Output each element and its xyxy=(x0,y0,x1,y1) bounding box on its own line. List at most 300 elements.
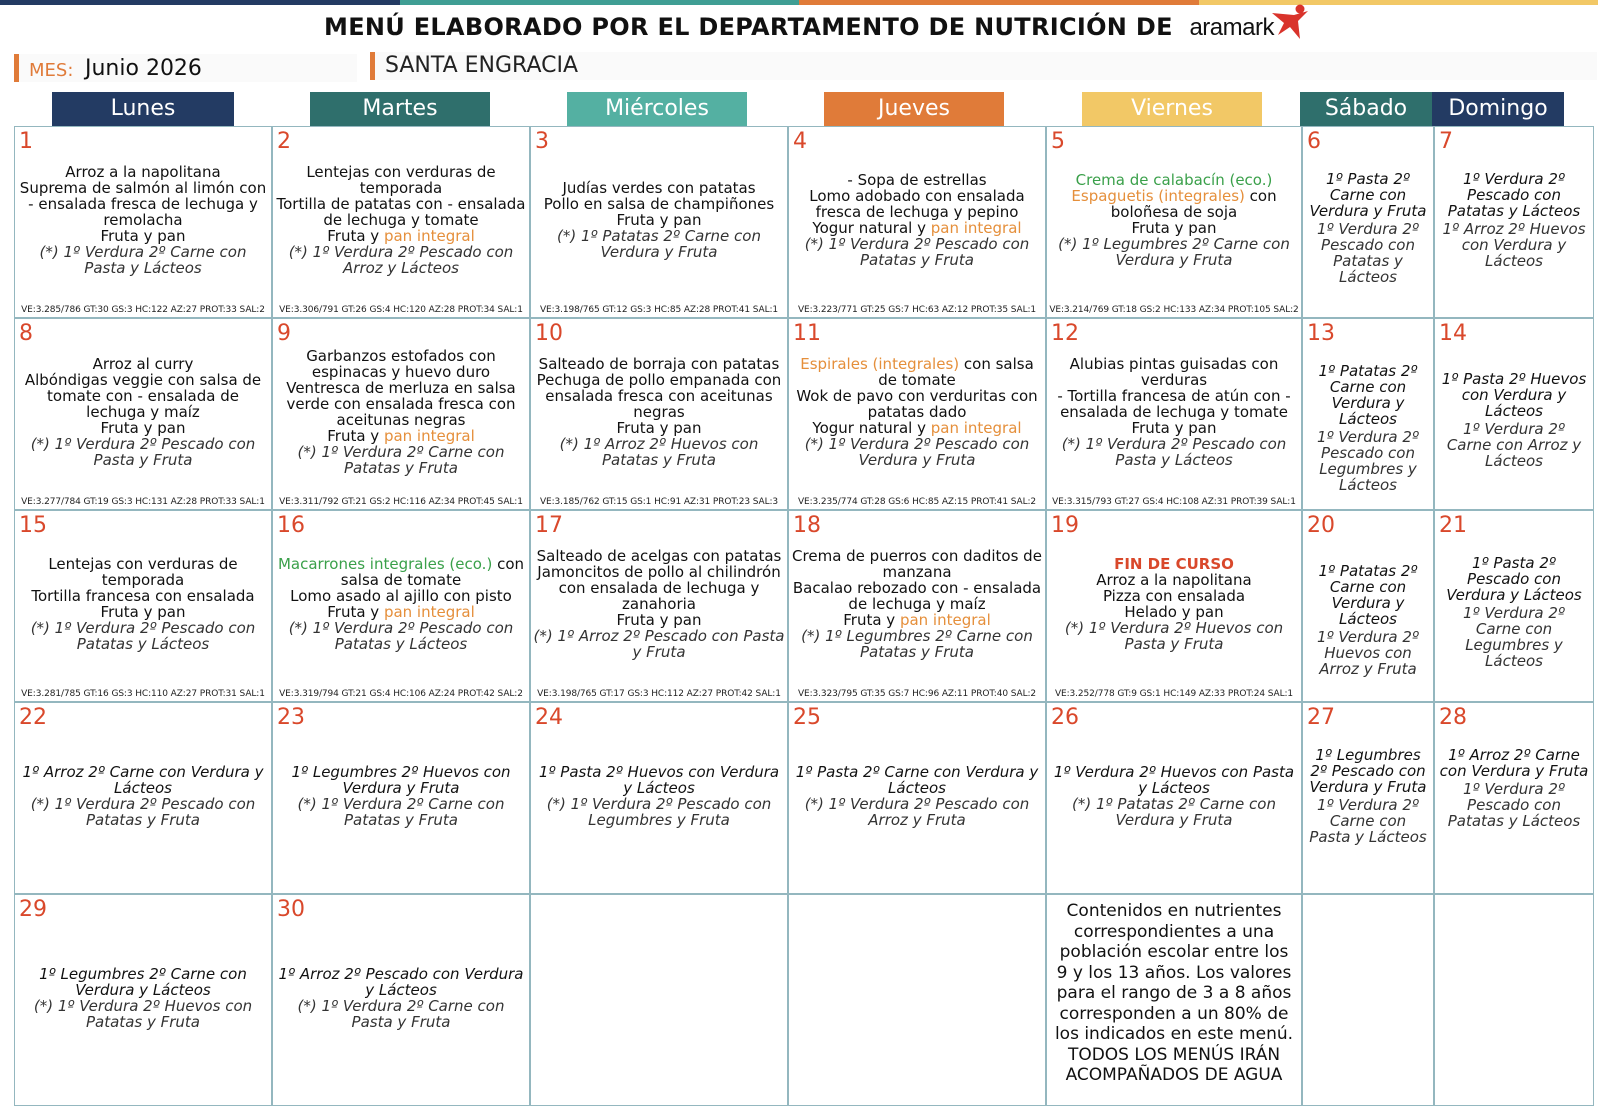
dish-text: Fruta y xyxy=(327,427,384,445)
weekend-menu-alt: 1º Verdura 2º Pescado con Legumbres y Lácteos xyxy=(1317,428,1419,494)
menu-line xyxy=(1049,556,1299,572)
weekend-menu-main: 1º Patatas 2º Carne con Verdura y Lácteos xyxy=(1318,562,1418,628)
alternative-menu xyxy=(1049,236,1299,268)
dish-text: Fruta y pan xyxy=(100,603,186,621)
day-number: 4 xyxy=(793,129,807,154)
menu-line xyxy=(275,604,527,620)
dish-text: 1º Legumbres 2º Huevos con Verdura y Fruta xyxy=(291,763,511,797)
menu-content xyxy=(1049,556,1299,652)
menu-line xyxy=(275,428,527,444)
alternative-menu xyxy=(275,444,527,476)
day-cell-28 xyxy=(1434,702,1594,894)
menu-line xyxy=(791,612,1043,628)
menu-line xyxy=(17,764,269,796)
integral-bread: pan integral xyxy=(930,419,1022,437)
weekday-header-viernes: Viernes xyxy=(1082,92,1262,126)
weekday-header-martes: Martes xyxy=(310,92,490,126)
month-field xyxy=(14,54,357,82)
calendar-grid xyxy=(14,126,1594,1106)
dish-text: (*) 1º Verdura 2º Pescado con Arroz y Fruta xyxy=(804,795,1030,829)
menu-content xyxy=(1049,764,1299,828)
alternative-menu xyxy=(791,796,1043,828)
dish-text: (*) 1º Legumbres 2º Carne con Patatas y Fruta xyxy=(801,627,1033,661)
integral-bread: pan integral xyxy=(930,219,1022,237)
day-cell-9 xyxy=(272,318,530,510)
menu-line xyxy=(1049,172,1299,188)
nutrition-values: VE:3.285/786 GT:30 GS:3 HC:122 AZ:27 PROT:33 SAL:2 xyxy=(21,305,265,315)
alternative-menu xyxy=(17,244,269,276)
dish-text: Fruta y pan xyxy=(616,419,702,437)
day-number: 5 xyxy=(1051,129,1065,154)
day-number: 30 xyxy=(277,897,305,922)
day-number: 28 xyxy=(1439,705,1467,730)
menu-line xyxy=(275,196,527,228)
dish-text: Yogur natural y xyxy=(812,419,931,437)
page-title xyxy=(0,12,1598,42)
menu-content xyxy=(17,966,269,1030)
bar-segment-2 xyxy=(400,0,800,5)
weekend-menu-alt: 1º Verdura 2º Carne con Legumbres y Lácteos xyxy=(1463,604,1565,670)
day-cell-4 xyxy=(788,126,1046,318)
dish-text: (*) 1º Verdura 2º Pescado con Pasta y Lácteos xyxy=(1061,435,1287,469)
integral-dish: Espirales (integrales) xyxy=(800,355,960,373)
day-number: 11 xyxy=(793,321,821,346)
day-number: 27 xyxy=(1307,705,1335,730)
dish-text: Tortilla de patatas con - ensalada de lechuga y tomate xyxy=(276,195,526,229)
alternative-menu xyxy=(17,620,269,652)
weekday-header-lunes: Lunes xyxy=(52,92,234,126)
title-text: MENÚ ELABORADO POR EL DEPARTAMENTO DE NUTRICIÓN DE xyxy=(324,13,1173,41)
dish-text: (*) 1º Verdura 2º Carne con Patatas y Fruta xyxy=(297,795,505,829)
integral-dish: Espaguetis (integrales) xyxy=(1071,187,1245,205)
weekday-header-miércoles: Miércoles xyxy=(567,92,747,126)
integral-bread: pan integral xyxy=(383,603,475,621)
aramark-logo xyxy=(1189,13,1274,42)
dish-text: con boloñesa de soja xyxy=(1110,187,1277,221)
menu-line xyxy=(791,580,1043,612)
weekend-menu-main: 1º Pasta 2º Pescado con Verdura y Lácteos xyxy=(1446,554,1582,604)
menu-line xyxy=(275,164,527,196)
dish-text: Judías verdes con patatas xyxy=(562,179,756,197)
day-cell-18 xyxy=(788,510,1046,702)
nutrition-values: VE:3.311/792 GT:21 GS:2 HC:116 AZ:34 PROT:45 SAL:1 xyxy=(279,497,523,507)
dish-text: (*) 1º Verdura 2º Pescado con Arroz y Lácteos xyxy=(288,243,514,277)
dish-text: Pizza con ensalada xyxy=(1102,587,1246,605)
nutrition-values: VE:3.185/762 GT:15 GS:1 HC:91 AZ:31 PROT:23 SAL:3 xyxy=(539,497,779,507)
dish-text: Fruta y xyxy=(327,603,384,621)
event-label: FIN DE CURSO xyxy=(1114,555,1234,573)
dish-text: (*) 1º Patatas 2º Carne con Verdura y Fruta xyxy=(557,227,761,261)
weekend-menu xyxy=(1439,555,1589,669)
menu-line xyxy=(533,212,785,228)
month-value: Junio 2026 xyxy=(85,56,202,81)
dish-text: Lentejas con verduras de temporada xyxy=(306,163,496,197)
menu-line xyxy=(17,604,269,620)
menu-line xyxy=(1049,588,1299,604)
weekday-header-jueves: Jueves xyxy=(824,92,1004,126)
dish-text: (*) 1º Arroz 2º Huevos con Patatas y Fruta xyxy=(559,435,759,469)
menu-content xyxy=(533,764,785,828)
dish-text: Suprema de salmón al limón con - ensalada fresca de lechuga y remolacha xyxy=(19,179,267,229)
day-number: 23 xyxy=(277,705,305,730)
integral-bread: pan integral xyxy=(383,227,475,245)
nutrition-values: VE:3.306/791 GT:26 GS:4 HC:120 AZ:28 PROT:34 SAL:1 xyxy=(279,305,523,315)
day-cell-15 xyxy=(14,510,272,702)
day-number: 24 xyxy=(535,705,563,730)
nutrition-values: VE:3.223/771 GT:25 GS:7 HC:63 AZ:12 PROT:35 SAL:1 xyxy=(797,305,1037,315)
weekend-menu-main: 1º Pasta 2º Huevos con Verdura y Lácteos xyxy=(1441,370,1587,420)
menu-line xyxy=(1049,388,1299,420)
nutrition-values: VE:3.323/795 GT:35 GS:7 HC:96 AZ:11 PROT:40 SAL:2 xyxy=(797,689,1037,699)
day-number: 1 xyxy=(19,129,33,154)
dish-text: - Tortilla francesa de atún con - ensalada de lechuga y tomate xyxy=(1057,387,1291,421)
day-cell-17 xyxy=(530,510,788,702)
menu-content xyxy=(533,356,785,468)
school-name: SANTA ENGRACIA xyxy=(385,53,579,78)
menu-line xyxy=(1049,220,1299,236)
weekend-menu-main: 1º Arroz 2º Carne con Verdura y Fruta xyxy=(1439,746,1589,780)
menu-line xyxy=(791,172,1043,188)
alternative-menu xyxy=(275,620,527,652)
day-number: 12 xyxy=(1051,321,1079,346)
menu-line xyxy=(275,966,527,998)
menu-content xyxy=(791,356,1043,468)
dish-text: Helado y pan xyxy=(1124,603,1224,621)
menu-line xyxy=(17,372,269,420)
day-cell-20 xyxy=(1302,510,1434,702)
logo-wordmark: aramark xyxy=(1189,13,1274,41)
day-number: 15 xyxy=(19,513,47,538)
month-label: MES: xyxy=(29,60,74,81)
school-field xyxy=(370,52,1597,80)
menu-line xyxy=(17,588,269,604)
dish-text: Tortilla francesa con ensalada xyxy=(31,587,255,605)
day-cell-5 xyxy=(1046,126,1302,318)
dish-text: Jamoncitos de pollo al chilindrón con ensalada de lechuga y zanahoria xyxy=(537,563,781,613)
alternative-menu xyxy=(533,228,785,260)
day-cell-29 xyxy=(14,894,272,1106)
day-cell-30 xyxy=(272,894,530,1106)
day-cell-27 xyxy=(1302,702,1434,894)
weekday-header-domingo: Domingo xyxy=(1432,92,1564,126)
dish-text: (*) 1º Legumbres 2º Carne con Verdura y Fruta xyxy=(1058,235,1290,269)
menu-line xyxy=(275,764,527,796)
day-cell-11 xyxy=(788,318,1046,510)
menu-line xyxy=(791,356,1043,388)
day-number: 16 xyxy=(277,513,305,538)
integral-bread: pan integral xyxy=(383,427,475,445)
dish-text: (*) 1º Verdura 2º Pescado con Patatas y Lácteos xyxy=(288,619,514,653)
dish-text: con salsa de tomate xyxy=(878,355,1034,389)
alternative-menu xyxy=(791,628,1043,660)
dish-text: 1º Verdura 2º Huevos con Pasta y Lácteos xyxy=(1053,763,1295,797)
menu-content xyxy=(791,172,1043,268)
eco-dish: Crema de calabacín (eco.) xyxy=(1075,171,1273,189)
weekend-menu xyxy=(1307,563,1429,677)
day-cell-14 xyxy=(1434,318,1594,510)
dish-text: 1º Arroz 2º Carne con Verdura y Lácteos xyxy=(22,763,264,797)
dish-text: (*) 1º Verdura 2º Pescado con Pasta y Fruta xyxy=(30,435,256,469)
dish-text: 1º Arroz 2º Pescado con Verdura y Lácteos xyxy=(278,965,524,999)
integral-bread: pan integral xyxy=(899,611,991,629)
day-number: 10 xyxy=(535,321,563,346)
dish-text: (*) 1º Verdura 2º Pescado con Legumbres y Fruta xyxy=(546,795,772,829)
dish-text: Lomo adobado con ensalada fresca de lechuga y pepino xyxy=(809,187,1025,221)
dish-text: (*) 1º Arroz 2º Pescado con Pasta y Fruta xyxy=(533,627,785,661)
day-number: 22 xyxy=(19,705,47,730)
menu-line xyxy=(17,180,269,228)
day-cell-25 xyxy=(788,702,1046,894)
day-number: 26 xyxy=(1051,705,1079,730)
menu-line xyxy=(791,764,1043,796)
day-number: 29 xyxy=(19,897,47,922)
dish-text: 1º Pasta 2º Huevos con Verdura y Lácteos xyxy=(538,763,780,797)
dish-text: Fruta y pan xyxy=(100,227,186,245)
weekend-menu-alt: 1º Verdura 2º Pescado con Patatas y Lácteos xyxy=(1317,220,1419,286)
dish-text: Fruta y pan xyxy=(616,211,702,229)
menu-line xyxy=(533,356,785,372)
day-number: 8 xyxy=(19,321,33,346)
day-number: 6 xyxy=(1307,129,1321,154)
weekday-header-sábado: Sábado xyxy=(1300,92,1432,126)
nutrition-values: VE:3.214/769 GT:18 GS:2 HC:133 AZ:34 PROT:105 SAL:2 xyxy=(1049,305,1299,315)
menu-content xyxy=(275,556,527,652)
dish-text: (*) 1º Verdura 2º Huevos con Patatas y Fruta xyxy=(33,997,253,1031)
day-cell-1 xyxy=(14,126,272,318)
menu-line xyxy=(275,380,527,428)
menu-line xyxy=(791,548,1043,580)
day-cell-19 xyxy=(1046,510,1302,702)
alternative-menu xyxy=(275,998,527,1030)
nutrition-note-text: Contenidos en nutrientes correspondientes a una población escolar entre los 9 y los 13 años. Los valores para el rango de 3 a 8 años corresponden a un 80% de los indicados en este menú. TODOS LOS MENÚS IRÁN ACOMPAÑADOS DE AGUA xyxy=(1054,901,1294,1085)
weekend-menu-alt: 1º Verdura 2º Huevos con Arroz y Fruta xyxy=(1317,628,1419,678)
alternative-menu xyxy=(533,436,785,468)
menu-line xyxy=(533,180,785,196)
day-number: 25 xyxy=(793,705,821,730)
dish-text: (*) 1º Verdura 2º Pescado con Patatas y Fruta xyxy=(804,235,1030,269)
day-number: 7 xyxy=(1439,129,1453,154)
dish-text: Salteado de acelgas con patatas xyxy=(536,547,782,565)
nutrition-values: VE:3.252/778 GT:9 GS:1 HC:149 AZ:33 PROT:24 SAL:1 xyxy=(1054,689,1294,699)
weekend-menu xyxy=(1439,371,1589,469)
menu-line xyxy=(275,556,527,588)
weekend-menu-alt: 1º Verdura 2º Carne con Arroz y Lácteos xyxy=(1446,420,1582,470)
alternative-menu xyxy=(17,796,269,828)
day-cell-10 xyxy=(530,318,788,510)
menu-line xyxy=(533,548,785,564)
menu-line xyxy=(791,420,1043,436)
dish-text: Ventresca de merluza en salsa verde con ensalada fresca con aceitunas negras xyxy=(286,379,516,429)
day-cell-13 xyxy=(1302,318,1434,510)
weekend-menu-alt: 1º Verdura 2º Pescado con Patatas y Lácteos xyxy=(1447,780,1581,830)
dish-text: Fruta y pan xyxy=(1131,419,1217,437)
day-cell-3 xyxy=(530,126,788,318)
alternative-menu xyxy=(275,796,527,828)
menu-line xyxy=(17,164,269,180)
day-cell-2 xyxy=(272,126,530,318)
menu-content xyxy=(275,764,527,828)
alternative-menu xyxy=(791,436,1043,468)
dish-text: (*) 1º Verdura 2º Huevos con Pasta y Fruta xyxy=(1064,619,1284,653)
nutrition-values: VE:3.198/765 GT:12 GS:3 HC:85 AZ:28 PROT:41 SAL:1 xyxy=(539,305,779,315)
dish-text: con salsa de tomate xyxy=(340,555,525,589)
menu-line xyxy=(17,556,269,588)
weekend-menu xyxy=(1439,747,1589,829)
bar-segment-3 xyxy=(799,0,1199,5)
day-cell-21 xyxy=(1434,510,1594,702)
menu-line xyxy=(1049,764,1299,796)
day-cell-8 xyxy=(14,318,272,510)
menu-line xyxy=(533,372,785,420)
dish-text: Fruta y pan xyxy=(616,611,702,629)
nutrition-values: VE:3.319/794 GT:21 GS:4 HC:106 AZ:24 PROT:42 SAL:2 xyxy=(279,689,523,699)
dish-text: Crema de puerros con daditos de manzana xyxy=(792,547,1042,581)
nutrition-values: VE:3.235/774 GT:28 GS:6 HC:85 AZ:15 PROT:41 SAL:2 xyxy=(797,497,1037,507)
menu-content xyxy=(275,966,527,1030)
dish-text: Pollo en salsa de champiñones xyxy=(543,195,775,213)
menu-content xyxy=(275,348,527,476)
alternative-menu xyxy=(1049,796,1299,828)
day-cell-6 xyxy=(1302,126,1434,318)
dish-text: Salteado de borraja con patatas xyxy=(538,355,780,373)
alternative-menu xyxy=(533,796,785,828)
menu-line xyxy=(17,966,269,998)
weekend-menu xyxy=(1439,171,1589,269)
dish-text: Wok de pavo con verduritas con patatas dado xyxy=(796,387,1038,421)
weekend-menu-main: 1º Legumbres 2º Pescado con Verdura y Fruta xyxy=(1309,746,1427,796)
menu-line xyxy=(1049,604,1299,620)
empty-day-cell xyxy=(530,894,788,1106)
menu-content xyxy=(1049,172,1299,268)
weekend-menu-main: 1º Verdura 2º Pescado con Patatas y Lácteos xyxy=(1447,170,1581,220)
dish-text: (*) 1º Verdura 2º Pescado con Patatas y Lácteos xyxy=(30,619,256,653)
menu-content xyxy=(275,164,527,276)
empty-day-cell xyxy=(1434,894,1594,1106)
menu-line xyxy=(1049,188,1299,220)
bar-segment-1 xyxy=(0,0,400,5)
dish-text: (*) 1º Verdura 2º Carne con Pasta y Lácteos xyxy=(39,243,247,277)
dish-text: 1º Pasta 2º Carne con Verdura y Lácteos xyxy=(795,763,1039,797)
dish-text: Fruta y pan xyxy=(100,419,186,437)
weekend-menu xyxy=(1307,363,1429,493)
day-cell-24 xyxy=(530,702,788,894)
dish-text: Fruta y xyxy=(327,227,384,245)
alternative-menu xyxy=(17,436,269,468)
dish-text: Arroz a la napolitana xyxy=(65,163,221,181)
eco-dish: Macarrones integrales (eco.) xyxy=(277,555,493,573)
menu-line xyxy=(17,228,269,244)
dish-text: (*) 1º Patatas 2º Carne con Verdura y Fruta xyxy=(1072,795,1276,829)
day-number: 13 xyxy=(1307,321,1335,346)
dish-text: Lomo asado al ajillo con pisto xyxy=(290,587,512,605)
bar-segment-4 xyxy=(1199,0,1598,5)
dish-text: (*) 1º Verdura 2º Carne con Patatas y Fruta xyxy=(297,443,505,477)
dish-text: Pechuga de pollo empanada con ensalada fresca con aceitunas negras xyxy=(536,371,782,421)
dish-text: Garbanzos estofados con espinacas y huevo duro xyxy=(306,347,496,381)
nutrition-values: VE:3.198/765 GT:17 GS:3 HC:112 AZ:27 PROT:42 SAL:1 xyxy=(537,689,781,699)
menu-line xyxy=(533,196,785,212)
day-cell-26 xyxy=(1046,702,1302,894)
day-number: 19 xyxy=(1051,513,1079,538)
alternative-menu xyxy=(533,628,785,660)
day-number: 17 xyxy=(535,513,563,538)
day-number: 3 xyxy=(535,129,549,154)
weekend-menu-main: 1º Pasta 2º Carne con Verdura y Fruta xyxy=(1309,170,1427,220)
menu-line xyxy=(17,356,269,372)
menu-line xyxy=(533,612,785,628)
menu-line xyxy=(791,188,1043,220)
day-cell-12 xyxy=(1046,318,1302,510)
dish-text: Yogur natural y xyxy=(812,219,931,237)
menu-content xyxy=(791,548,1043,660)
nutrition-values: VE:3.281/785 GT:16 GS:3 HC:110 AZ:27 PROT:31 SAL:1 xyxy=(21,689,265,699)
dish-text: Fruta y xyxy=(843,611,900,629)
menu-line xyxy=(1049,572,1299,588)
dish-text: Bacalao rebozado con - ensalada de lechuga y maíz xyxy=(792,579,1042,613)
alternative-menu xyxy=(1049,620,1299,652)
dish-text: 1º Legumbres 2º Carne con Verdura y Lácteos xyxy=(39,965,247,999)
dish-text: Lentejas con verduras de temporada xyxy=(48,555,238,589)
menu-content xyxy=(1049,356,1299,468)
alternative-menu xyxy=(17,998,269,1030)
menu-line xyxy=(17,420,269,436)
menu-line xyxy=(533,764,785,796)
menu-content xyxy=(533,548,785,660)
day-number: 2 xyxy=(277,129,291,154)
alternative-menu xyxy=(1049,436,1299,468)
dish-text: - Sopa de estrellas xyxy=(847,171,987,189)
dish-text: Fruta y pan xyxy=(1131,219,1217,237)
menu-line xyxy=(533,564,785,612)
menu-content xyxy=(17,764,269,828)
starperson-icon xyxy=(1270,3,1310,41)
alternative-menu xyxy=(275,244,527,276)
menu-line xyxy=(791,220,1043,236)
day-number: 14 xyxy=(1439,321,1467,346)
weekend-menu-alt: 1º Verdura 2º Carne con Pasta y Lácteos xyxy=(1309,796,1427,846)
weekend-menu xyxy=(1307,171,1429,285)
menu-line xyxy=(275,348,527,380)
empty-day-cell xyxy=(788,894,1046,1106)
top-color-bar xyxy=(0,0,1598,5)
dish-text: Arroz a la napolitana xyxy=(1096,571,1252,589)
menu-content xyxy=(791,764,1043,828)
day-number: 20 xyxy=(1307,513,1335,538)
day-cell-22 xyxy=(14,702,272,894)
menu-line xyxy=(275,588,527,604)
alternative-menu xyxy=(791,236,1043,268)
nutrition-values: VE:3.277/784 GT:19 GS:3 HC:131 AZ:28 PROT:33 SAL:1 xyxy=(21,497,265,507)
dish-text: Arroz al curry xyxy=(92,355,194,373)
dish-text: Alubias pintas guisadas con verduras xyxy=(1069,355,1279,389)
day-number: 21 xyxy=(1439,513,1467,538)
menu-content xyxy=(17,556,269,652)
day-number: 9 xyxy=(277,321,291,346)
weekend-menu xyxy=(1307,747,1429,845)
dish-text: Albóndigas veggie con salsa de tomate con - ensalada de lechuga y maíz xyxy=(24,371,262,421)
menu-line xyxy=(275,228,527,244)
day-cell-23 xyxy=(272,702,530,894)
menu-line xyxy=(1049,356,1299,388)
dish-text: (*) 1º Verdura 2º Pescado con Verdura y Fruta xyxy=(804,435,1030,469)
nutrition-values: VE:3.315/793 GT:27 GS:4 HC:108 AZ:31 PROT:39 SAL:1 xyxy=(1052,497,1296,507)
menu-content xyxy=(533,180,785,260)
day-cell-7 xyxy=(1434,126,1594,318)
weekend-menu-main: 1º Patatas 2º Carne con Verdura y Lácteos xyxy=(1318,362,1418,428)
nutrition-note-cell xyxy=(1046,894,1302,1106)
dish-text: (*) 1º Verdura 2º Carne con Pasta y Fruta xyxy=(297,997,505,1031)
menu-line xyxy=(1049,420,1299,436)
